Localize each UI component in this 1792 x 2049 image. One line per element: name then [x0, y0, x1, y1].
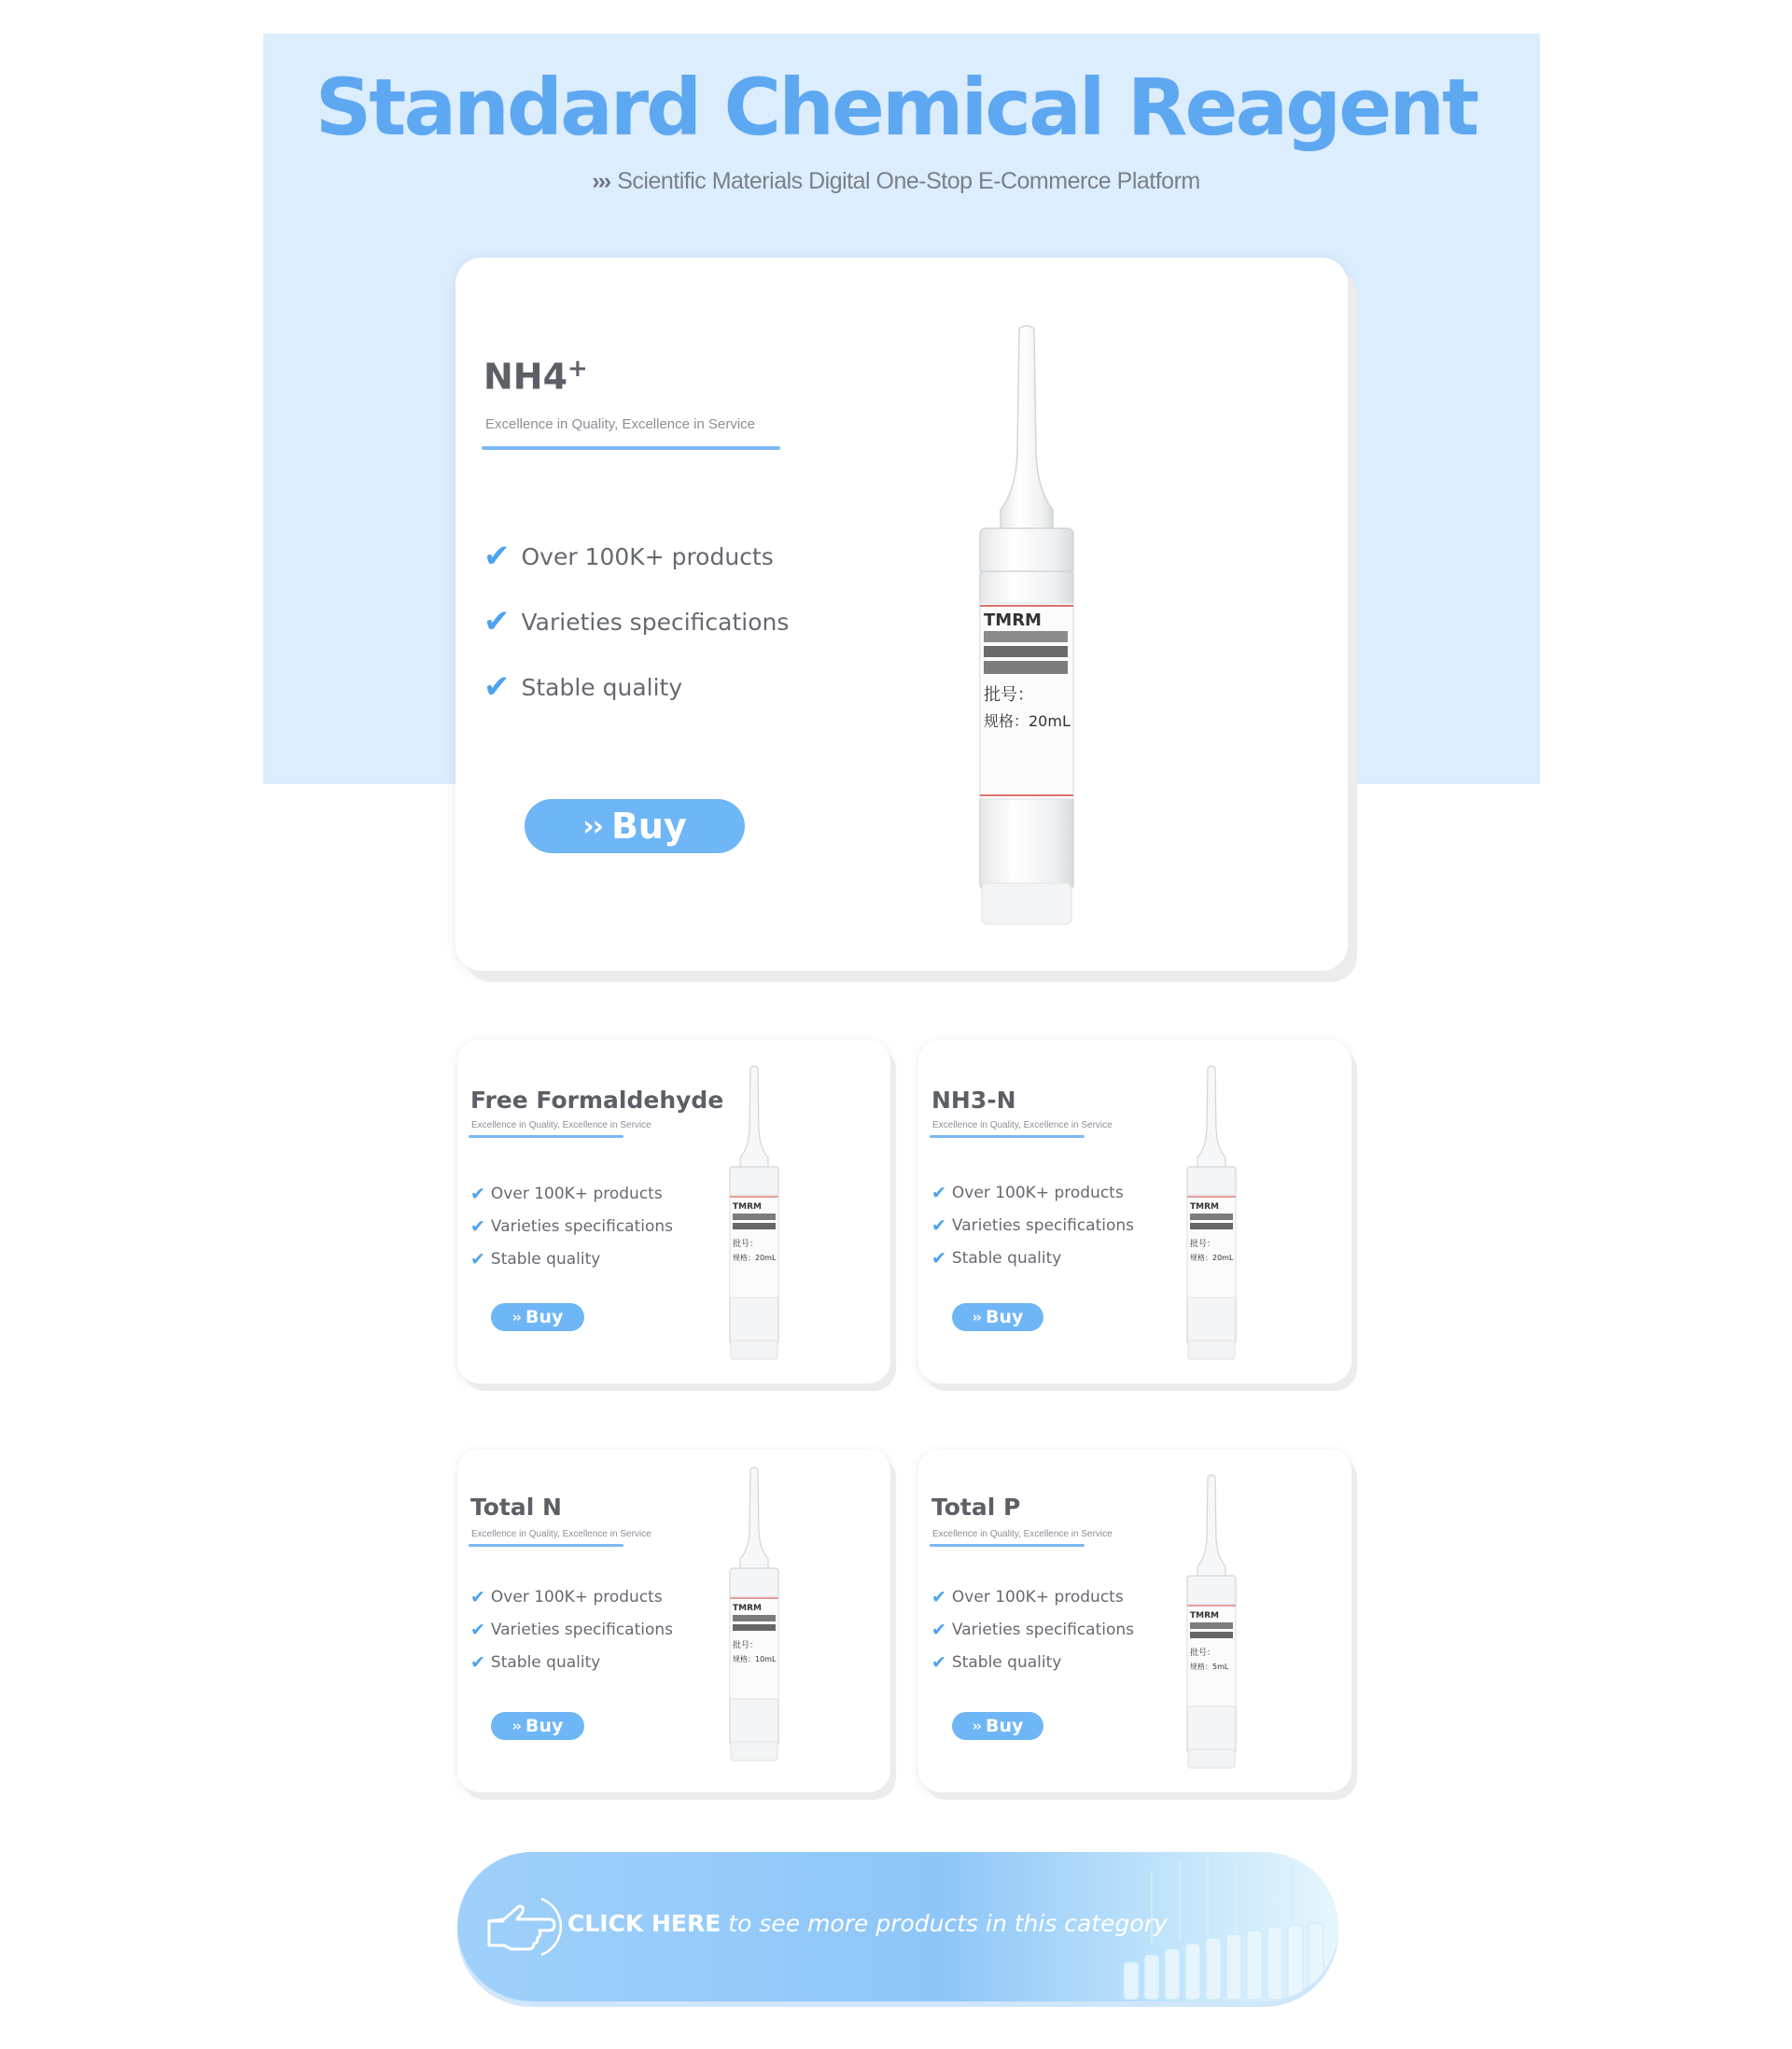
check-icon: ✔: [470, 1184, 485, 1204]
check-icon: ✔: [470, 1620, 485, 1640]
feature-item: [483, 668, 682, 706]
buy-button-label: Buy: [985, 1716, 1024, 1736]
vial-batch-text: 批号：: [733, 1240, 759, 1249]
product-tagline: Excellence in Quality, Excellence in Service: [471, 1120, 651, 1130]
subtitle-arrows-icon: ›››: [592, 168, 610, 194]
product-tagline: Excellence in Quality, Excellence in Service: [932, 1529, 1113, 1539]
feature-label: Varieties specifications: [490, 1621, 673, 1639]
check-icon: ✔: [483, 538, 511, 575]
feature-item: [470, 1249, 600, 1270]
vial-batch-text: 批号：: [984, 685, 1034, 705]
subtitle-text: Scientific Materials Digital One-Stop E-Commerce Platform: [617, 168, 1200, 194]
buy-button-label: Buy: [610, 806, 687, 847]
product-tagline: Excellence in Quality, Excellence in Service: [471, 1529, 651, 1539]
feature-label: Stable quality: [521, 673, 683, 701]
feature-label: Over 100K+ products: [490, 1588, 663, 1607]
check-icon: ✔: [483, 668, 511, 706]
product-name: Total P: [931, 1494, 1021, 1521]
page-title: Standard Chemical Reagent: [315, 62, 1477, 153]
feature-label: Over 100K+ products: [490, 1185, 663, 1203]
product-card: [457, 1449, 890, 1792]
buy-button[interactable]: [525, 799, 745, 853]
product-name: Total N: [470, 1494, 562, 1521]
feature-item: [931, 1587, 1124, 1607]
tagline-underline: [482, 446, 780, 450]
check-icon: ✔: [931, 1183, 946, 1203]
feature-label: Over 100K+ products: [951, 1184, 1124, 1202]
check-icon: ✔: [470, 1249, 485, 1270]
reagent-vial-image: [978, 323, 1075, 928]
product-card: [918, 1040, 1351, 1383]
product-tagline: Excellence in Quality, Excellence in Service: [932, 1120, 1113, 1130]
tagline-underline: [930, 1544, 1085, 1547]
check-icon: ✔: [931, 1620, 946, 1640]
feature-item: [470, 1587, 663, 1607]
feature-label: Stable quality: [490, 1250, 601, 1269]
feature-label: Stable quality: [951, 1249, 1062, 1268]
feature-label: Stable quality: [490, 1653, 601, 1672]
feature-item: [470, 1184, 663, 1204]
check-icon: ✔: [483, 603, 511, 640]
check-icon: ✔: [931, 1652, 946, 1673]
more-products-banner[interactable]: [457, 1852, 1338, 2001]
buy-button[interactable]: [952, 1712, 1043, 1740]
product-name: [483, 355, 588, 398]
buy-button-label: Buy: [985, 1307, 1024, 1327]
feature-item: [931, 1183, 1124, 1203]
buy-button-label: Buy: [525, 1716, 564, 1736]
check-icon: ✔: [470, 1216, 485, 1237]
banner-text-strong: CLICK HERE: [567, 1910, 721, 1937]
feature-item: [470, 1216, 673, 1237]
check-icon: ✔: [470, 1587, 485, 1607]
vial-brand-text: TMRM: [733, 1202, 762, 1212]
product-name-text: NH4: [483, 356, 568, 398]
tagline-underline: [469, 1544, 623, 1547]
vial-spec-text: 规格：5mL: [1190, 1663, 1229, 1671]
vial-spec-text: 规格：20mL: [984, 712, 1071, 730]
feature-item: [931, 1215, 1134, 1236]
feature-item: [931, 1620, 1134, 1640]
feature-item: [931, 1652, 1061, 1673]
double-chevron-right-icon: ››: [972, 1309, 980, 1326]
vial-batch-text: 批号：: [1190, 1240, 1216, 1249]
feature-label: Varieties specifications: [521, 608, 790, 636]
vial-brand-text: TMRM: [984, 610, 1042, 630]
vial-brand-text: TMRM: [1190, 1202, 1219, 1212]
double-chevron-right-icon: ››: [511, 1718, 520, 1734]
feature-item: [470, 1652, 600, 1673]
vials-decoration-image: [1096, 1852, 1338, 2001]
double-chevron-right-icon: ››: [511, 1309, 520, 1326]
feature-label: Stable quality: [951, 1653, 1062, 1672]
buy-button[interactable]: [491, 1303, 584, 1331]
feature-item: [470, 1620, 673, 1640]
vial-batch-text: 批号：: [733, 1641, 759, 1650]
pointing-hand-icon: [482, 1893, 567, 1960]
featured-product-card: [455, 258, 1348, 971]
feature-label: Varieties specifications: [951, 1621, 1134, 1639]
buy-button-label: Buy: [525, 1307, 564, 1327]
reagent-vial-image: [1185, 1064, 1238, 1363]
vial-spec-text: 规格：10mL: [733, 1655, 777, 1663]
check-icon: ✔: [931, 1587, 946, 1607]
vial-spec-text: 规格：20mL: [733, 1254, 777, 1262]
double-chevron-right-icon: ››: [582, 809, 602, 843]
product-card: [457, 1040, 890, 1383]
double-chevron-right-icon: ››: [972, 1718, 980, 1734]
product-card: [918, 1449, 1351, 1792]
tagline-underline: [469, 1135, 623, 1138]
vial-spec-text: 规格：20mL: [1190, 1254, 1234, 1262]
product-tagline: Excellence in Quality, Excellence in Service: [485, 416, 756, 432]
feature-item: [483, 538, 774, 575]
buy-button[interactable]: [491, 1712, 584, 1740]
vial-brand-text: TMRM: [1190, 1611, 1219, 1621]
feature-label: Varieties specifications: [951, 1216, 1134, 1235]
vial-brand-text: TMRM: [733, 1604, 762, 1613]
reagent-vial-image: [1185, 1473, 1238, 1772]
product-name: Free Formaldehyde: [470, 1087, 724, 1114]
tagline-underline: [930, 1135, 1085, 1138]
feature-label: Over 100K+ products: [951, 1588, 1124, 1607]
banner-text-rest: to see more products in this category: [721, 1910, 1168, 1937]
buy-button[interactable]: [952, 1303, 1043, 1331]
check-icon: ✔: [931, 1248, 946, 1269]
reagent-vial-image: [728, 1064, 780, 1363]
reagent-vial-image: [728, 1466, 780, 1764]
banner-text: [567, 1910, 1168, 1937]
vial-batch-text: 批号：: [1190, 1649, 1216, 1658]
feature-label: Over 100K+ products: [521, 542, 774, 570]
check-icon: ✔: [931, 1215, 946, 1236]
feature-label: Varieties specifications: [490, 1217, 673, 1236]
page-subtitle: [0, 168, 1792, 195]
product-name: NH3-N: [931, 1087, 1016, 1114]
feature-item: [483, 603, 789, 640]
feature-item: [931, 1248, 1061, 1269]
check-icon: ✔: [470, 1652, 485, 1673]
product-name-superscript: +: [567, 355, 588, 383]
